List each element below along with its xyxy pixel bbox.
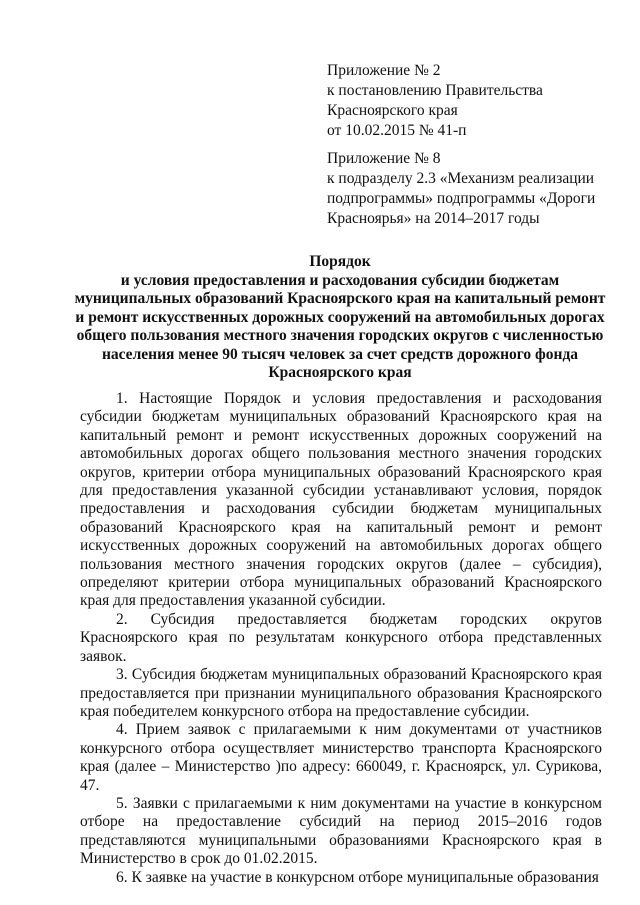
- appendix-8-line-4: Красноярья» на 2014–2017 годы: [327, 210, 540, 227]
- appendix-2-line-1: Приложение № 2: [327, 62, 441, 79]
- title-line-5: населения менее 90 тысяч человек за счет средств дорожного фонда: [101, 345, 579, 363]
- paragraph-4: 4. Прием заявок с прилагаемыми к ним документами от участников конкурсного отбора осуществляет министерство транспорта Красноярского края (далее – Министерство )по адресу: 660049, г. Красноярск, ул. Сурикова, 47.: [80, 721, 602, 794]
- title-line-2: муниципальных образований Красноярского края на капитальный ремонт: [74, 290, 606, 307]
- appendix-8-header: [327, 149, 617, 229]
- document-title: [70, 253, 610, 383]
- appendix-8-line-1: Приложение № 8: [327, 150, 441, 167]
- appendix-2-header: [327, 61, 617, 141]
- paragraph-6: 6. К заявке на участие в конкурсном отборе муниципальные образования: [116, 868, 599, 886]
- appendix-2-line-4: от 10.02.2015 № 41-п: [327, 122, 467, 139]
- title-line-3: и ремонт искусственных дорожных сооружений на автомобильных дорогах: [75, 308, 605, 326]
- paragraph-5: 5. Заявки с прилагаемыми к ним документами на участие в конкурсном отборе на предоставление субсидий на период 2015–2016 годов представляются муниципальными образованиями Красноярского края в Министерство в срок до 01.02.2015.: [80, 794, 602, 868]
- title-line-6: Красноярского края: [268, 364, 412, 381]
- document-body: [80, 390, 602, 887]
- title-line-1: и условия предоставления и расходования субсидии бюджетам: [120, 271, 560, 289]
- appendix-2-line-3: Красноярского края: [327, 102, 458, 119]
- title-line-4: общего пользования местного значения городских округов с численностью: [76, 327, 604, 344]
- paragraph-2: 2. Субсидия предоставляется бюджетам городских округов Красноярского края по результатам конкурсного отбора представленных заявок.: [80, 610, 602, 665]
- appendix-8-line-2: к подразделу 2.3 «Механизм реализации: [327, 170, 595, 187]
- appendix-2-line-2: к постановлению Правительства: [327, 82, 543, 99]
- title-heading: Порядок: [309, 253, 371, 270]
- paragraph-1: 1. Настоящие Порядок и условия предоставления и расходования субсидии бюджетам муниципальных образований Красноярского края на капитальный ремонт и ремонт искусственных дорожных сооружений на автомобильных дорогах общего пользования местного значения городских округов, критерии отбора муниципальных образований Красноярского края для предоставления указанной субсидии устанавливают условия, порядок предоставления и расходования субсидии бюджетам муниципальных образований Красноярского края на капитальный ремонт и ремонт искусственных дорожных сооружений на автомобильных дорогах общего пользования местного значения городских округов (далее – субсидия), определяют критерии отбора муниципальных образований Красноярского края для предоставления указанной субсидии.: [80, 390, 602, 610]
- appendix-8-line-3: подпрограммы» подпрограммы «Дороги: [327, 190, 596, 207]
- paragraph-3: 3. Субсидия бюджетам муниципальных образований Красноярского края предоставляется при признании муниципального образования Красноярского края победителем конкурсного отбора на предоставление субсидии.: [80, 666, 602, 720]
